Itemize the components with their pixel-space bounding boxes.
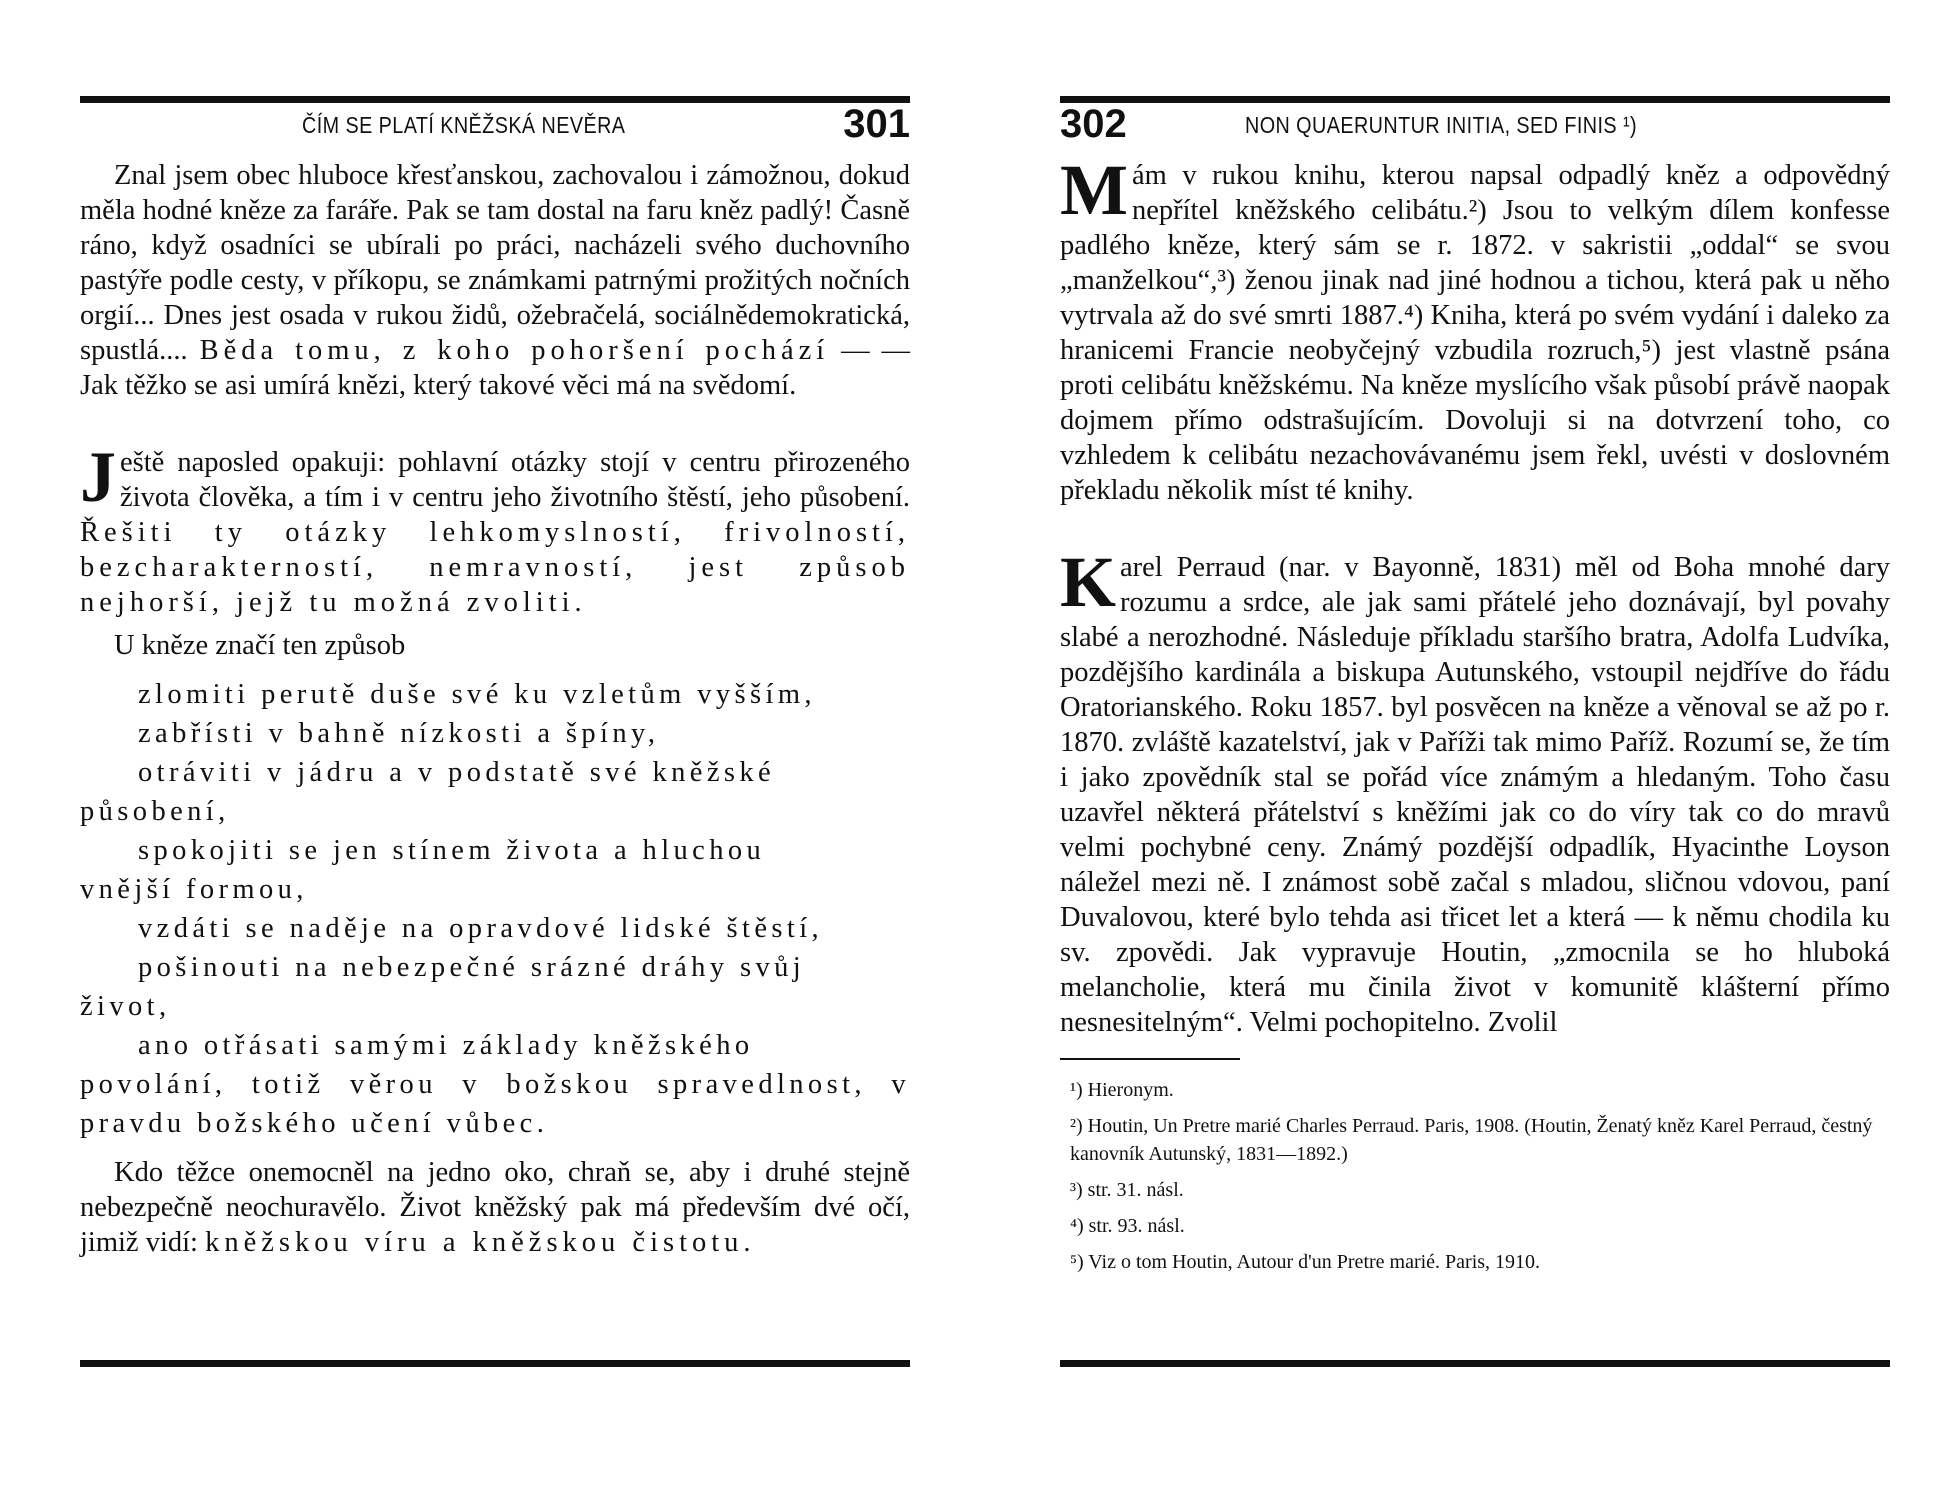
running-header: [80, 88, 910, 158]
paragraph-text: Znal jsem obec hluboce křesťanskou, zachovalou i zámožnou, dokud měla hodné kněze za faráře. Pak se tam dostal na faru kněz padlý! Časně ráno, když osadníci se ubírali po práci, nacházeli svého duchovního pastýře podle cesty, v příkopu, se známkami patrnými prožitých nočních orgií... Dnes jest osada v rukou židů, ožebračelá, sociálnědemokratická, spustlá....: [80, 160, 910, 366]
page-left: [80, 88, 910, 1260]
page-number: 301: [843, 102, 910, 146]
paragraph-text: U kněze značí ten způsob: [114, 630, 406, 661]
drop-cap: K: [1060, 542, 1117, 622]
page-right: [1060, 88, 1890, 1284]
paragraph-text: eště naposled opakuji: pohlavní otázky stojí v centru přirozeného života člověka, a tím i v centru jeho životního štěstí, jeho působení.: [120, 447, 910, 513]
running-title: NON QUAERUNTUR INITIA, SED FINIS ¹): [1245, 112, 1637, 138]
list-item: vzdáti se naděje na opravdové lidské štěstí,: [138, 913, 824, 944]
paragraph-text-end: — — Jak těžko se asi umírá knězi, který takové věci má na svědomí.: [80, 335, 911, 401]
paragraph: [80, 158, 910, 403]
list-item: zlomiti perutě duše své ku vzletům vyšším,: [138, 679, 816, 710]
paragraph: [1060, 150, 1890, 508]
list-item: otráviti v jádru a v podstatě své kněžské: [138, 757, 776, 788]
footnote: ⁵) Viz o tom Houtin, Autour d'un Pretre marié. Paris, 1910.: [1070, 1251, 1541, 1273]
footnote: ³) str. 31. násl.: [1070, 1179, 1184, 1201]
running-title: ČÍM SE PLATÍ KNĚŽSKÁ NEVĚRA: [302, 112, 626, 138]
list-item: zabřísti v bahně nízkosti a špíny,: [138, 718, 660, 749]
footnotes: [1060, 1076, 1890, 1276]
footer-rule: [80, 1360, 910, 1367]
page-number: 302: [1060, 102, 1127, 146]
paragraph: [80, 1155, 910, 1260]
paragraph: [80, 628, 910, 663]
list-item-continuation: vnější formou,: [80, 874, 308, 905]
spaced-text: Běda tomu, z koho pohoršení pochází: [199, 335, 830, 366]
list-item-continuation: povolání, totiž věrou v božskou spravedlnost, v pravdu božského učení vůbec.: [80, 1069, 910, 1139]
paragraph-text: arel Perraud (nar. v Bayonně, 1831) měl od Boha mnohé dary rozumu a srdce, ale jak sami přátelé jeho doznávají, byl povahy slabé a nerozhodné. Následuje příkladu staršího bratra, Adolfa Ludvíka, pozdějšího kardinála a biskupa Autunského, vstoupil nejdříve do řádu Oratorianského. Roku 1857. byl posvěcen na kněze a věnoval se až po r. 1870. zvláště kazatelství, jak v Paříži tak mimo Paříž. Rozumí se, že tím i jako zpovědník stal se pořád více známým a hledaným. Toho času uzavřel některá přátelství s kněžími jak co do víry tak co do mravů velmi pochybné ceny. Známý pozdější odpadlík, Hyacinthe Loyson náležel mezi ně. I známost sobě začal s mladou, sličnou vdovou, paní Duvalovou, které bylo tehda asi třicet let a která — k němu chodila ku sv. zpovědi. Jak vypravuje Houtin, „zmocnila se ho hluboká melancholie, která mu činila život v komunitě klášterní přímo nesnesitelným“. Velmi pochopitelno. Zvolil: [1060, 552, 1890, 1038]
list-item-continuation: působení,: [80, 796, 230, 827]
running-header: [1060, 88, 1890, 158]
paragraph: [1060, 542, 1890, 1040]
list-item-continuation: život,: [80, 991, 171, 1022]
paragraph-text: ám v rukou knihu, kterou napsal odpadlý kněz a odpovědný nepřítel kněžského celibátu.²) Jsou to velkým dílem konfesse padlého kněze, který sám se r. 1872. v sakristii „oddal“ se svou „manželkou“,³) ženou jinak nad jiné hodnou a tichou, která pak u něho vytrvala až do své smrti 1887.⁴) Kniha, která po svém vydání i daleko za hranicemi Francie neobyčejný vzbudila rozruch,⁵) jest vlastně psána proti celibátu kněžskému. Na kněze myslícího však působí právě naopak dojmem přímo odstrašujícím. Dovoluji si na dotvrzení toho, co vzhledem k celibátu nezachovávanému jsem řekl, uvésti v doslovném překladu několik míst té knihy.: [1060, 160, 1890, 506]
spaced-text: Řešiti ty otázky lehkomyslností, frivolností, bezcharakterností, nemravností, jest způsob nejhorší, jejž tu možná zvoliti.: [80, 517, 910, 618]
footnote: ²) Houtin, Un Pretre marié Charles Perraud. Paris, 1908. (Houtin, Ženatý kněz Karel Perraud, čestný kanovník Autunský, 1831—1892.): [1070, 1115, 1873, 1165]
footnote: ⁴) str. 93. násl.: [1070, 1215, 1185, 1237]
list-item: ano otřásati samými základy kněžského: [138, 1030, 754, 1061]
spaced-text: kněžskou víru a kněžskou čistotu.: [205, 1227, 756, 1258]
drop-cap: M: [1060, 150, 1128, 230]
footnote: ¹) Hieronym.: [1070, 1079, 1174, 1101]
footnote-rule: [1060, 1058, 1240, 1060]
list-item: spokojiti se jen stínem života a hluchou: [138, 835, 766, 866]
footer-rule: [1060, 1360, 1890, 1367]
paragraph-text: Kdo těžce onemocněl na jedno oko, chraň se, aby i druhé stejně nebezpečně neochuravělo. Život kněžský pak má především dvé očí, jimiž vidí:: [80, 1157, 910, 1258]
drop-cap: J: [80, 437, 116, 517]
list: [80, 675, 910, 1143]
paragraph: [80, 437, 910, 620]
list-item: pošinouti na nebezpečné srázné dráhy svůj: [138, 952, 806, 983]
